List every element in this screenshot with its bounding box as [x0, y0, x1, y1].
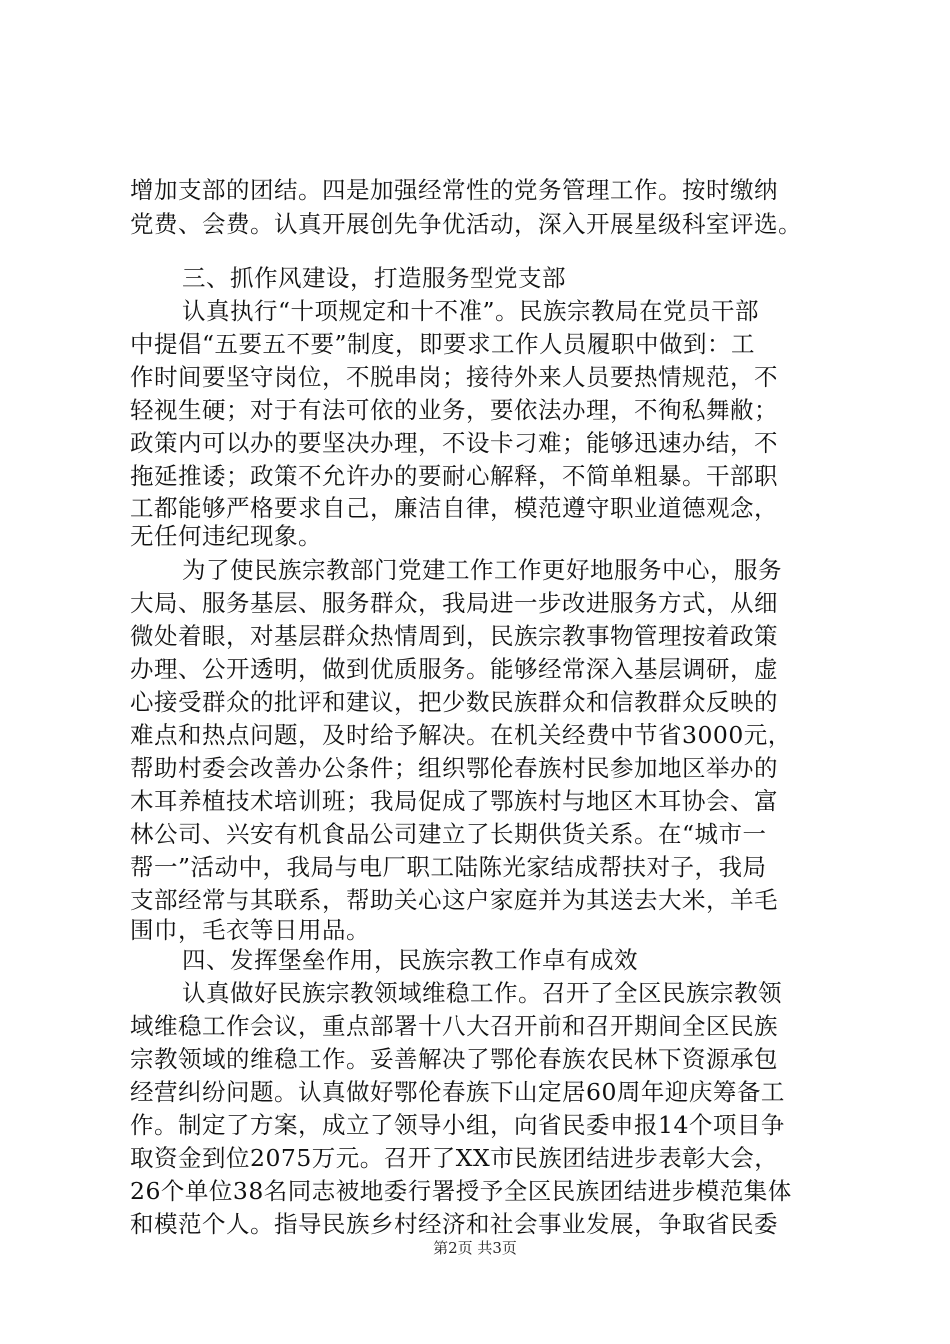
- body-line: 心接受群众的批评和建议，把少数民族群众和信教群众反映的: [130, 688, 778, 716]
- body-line: 作。制定了方案，成立了领导小组，向省民委申报14个项目争: [130, 1111, 785, 1139]
- body-line: 经营纠纷问题。认真做好鄂伦春族下山定居60周年迎庆筹备工: [130, 1078, 785, 1106]
- body-line: 木耳养植技术培训班；我局促成了鄂族村与地区木耳协会、富: [130, 787, 778, 815]
- section-heading: 三、抓作风建设，打造服务型党支部: [182, 264, 566, 292]
- page-footer: 第2页 共3页: [433, 1239, 517, 1257]
- body-line: 办理、公开透明，做到优质服务。能够经常深入基层调研，虚: [130, 655, 778, 683]
- body-line: 支部经常与其联系，帮助关心这户家庭并为其送去大米，羊毛: [130, 886, 778, 914]
- body-line: 域维稳工作会议，重点部署十八大召开前和召开期间全区民族: [130, 1012, 778, 1040]
- body-line: 认真执行“十项规定和十不准”。民族宗教局在党员干部: [182, 297, 760, 325]
- body-line: 为了使民族宗教部门党建工作工作更好地服务中心，服务: [182, 556, 782, 584]
- body-line: 取资金到位2075万元。召开了XX市民族团结进步表彰大会，: [130, 1144, 779, 1172]
- body-line: 大局、服务基层、服务群众，我局进一步改进服务方式，从细: [130, 589, 778, 617]
- body-line: 围巾，毛衣等日用品。: [130, 916, 370, 944]
- section-heading: 四、发挥堡垒作用，民族宗教工作卓有成效: [182, 946, 638, 974]
- body-line: 宗教领域的维稳工作。妥善解决了鄂伦春族农民林下资源承包: [130, 1045, 778, 1073]
- body-line: 增加支部的团结。四是加强经常性的党务管理工作。按时缴纳: [130, 176, 778, 204]
- body-line: 无任何违纪现象。: [130, 522, 322, 550]
- body-line: 拖延推诿；政策不允许办的要耐心解释，不简单粗暴。干部职: [130, 462, 778, 490]
- body-line: 林公司、兴安有机食品公司建立了长期供货关系。在“城市一: [130, 820, 767, 848]
- body-line: 作时间要坚守岗位，不脱串岗；接待外来人员要热情规范，不: [130, 363, 778, 391]
- body-line: 帮一”活动中，我局与电厂职工陆陈光家结成帮扶对子，我局: [130, 853, 767, 881]
- body-line: 微处着眼，对基层群众热情周到，民族宗教事物管理按着政策: [130, 622, 778, 650]
- body-line: 党费、会费。认真开展创先争优活动，深入开展星级科室评选。: [130, 210, 802, 238]
- body-line: 难点和热点问题，及时给予解决。在机关经费中节省3000元，: [130, 721, 792, 749]
- body-line: 26个单位38名同志被地委行署授予全区民族团结进步模范集体: [130, 1177, 792, 1205]
- body-line: 认真做好民族宗教领域维稳工作。召开了全区民族宗教领: [182, 979, 782, 1007]
- body-line: 帮助村委会改善办公条件；组织鄂伦春族村民参加地区举办的: [130, 754, 778, 782]
- body-line: 工都能够严格要求自己，廉洁自律，模范遵守职业道德观念，: [130, 494, 778, 522]
- body-line: 和模范个人。指导民族乡村经济和社会事业发展，争取省民委: [130, 1210, 778, 1238]
- body-line: 轻视生硬；对于有法可依的业务，要依法办理，不徇私舞敝；: [130, 396, 778, 424]
- body-line: 政策内可以办的要坚决办理，不设卡刁难；能够迅速办结，不: [130, 429, 778, 457]
- body-line: 中提倡“五要五不要”制度，即要求工作人员履职中做到：工: [130, 330, 756, 358]
